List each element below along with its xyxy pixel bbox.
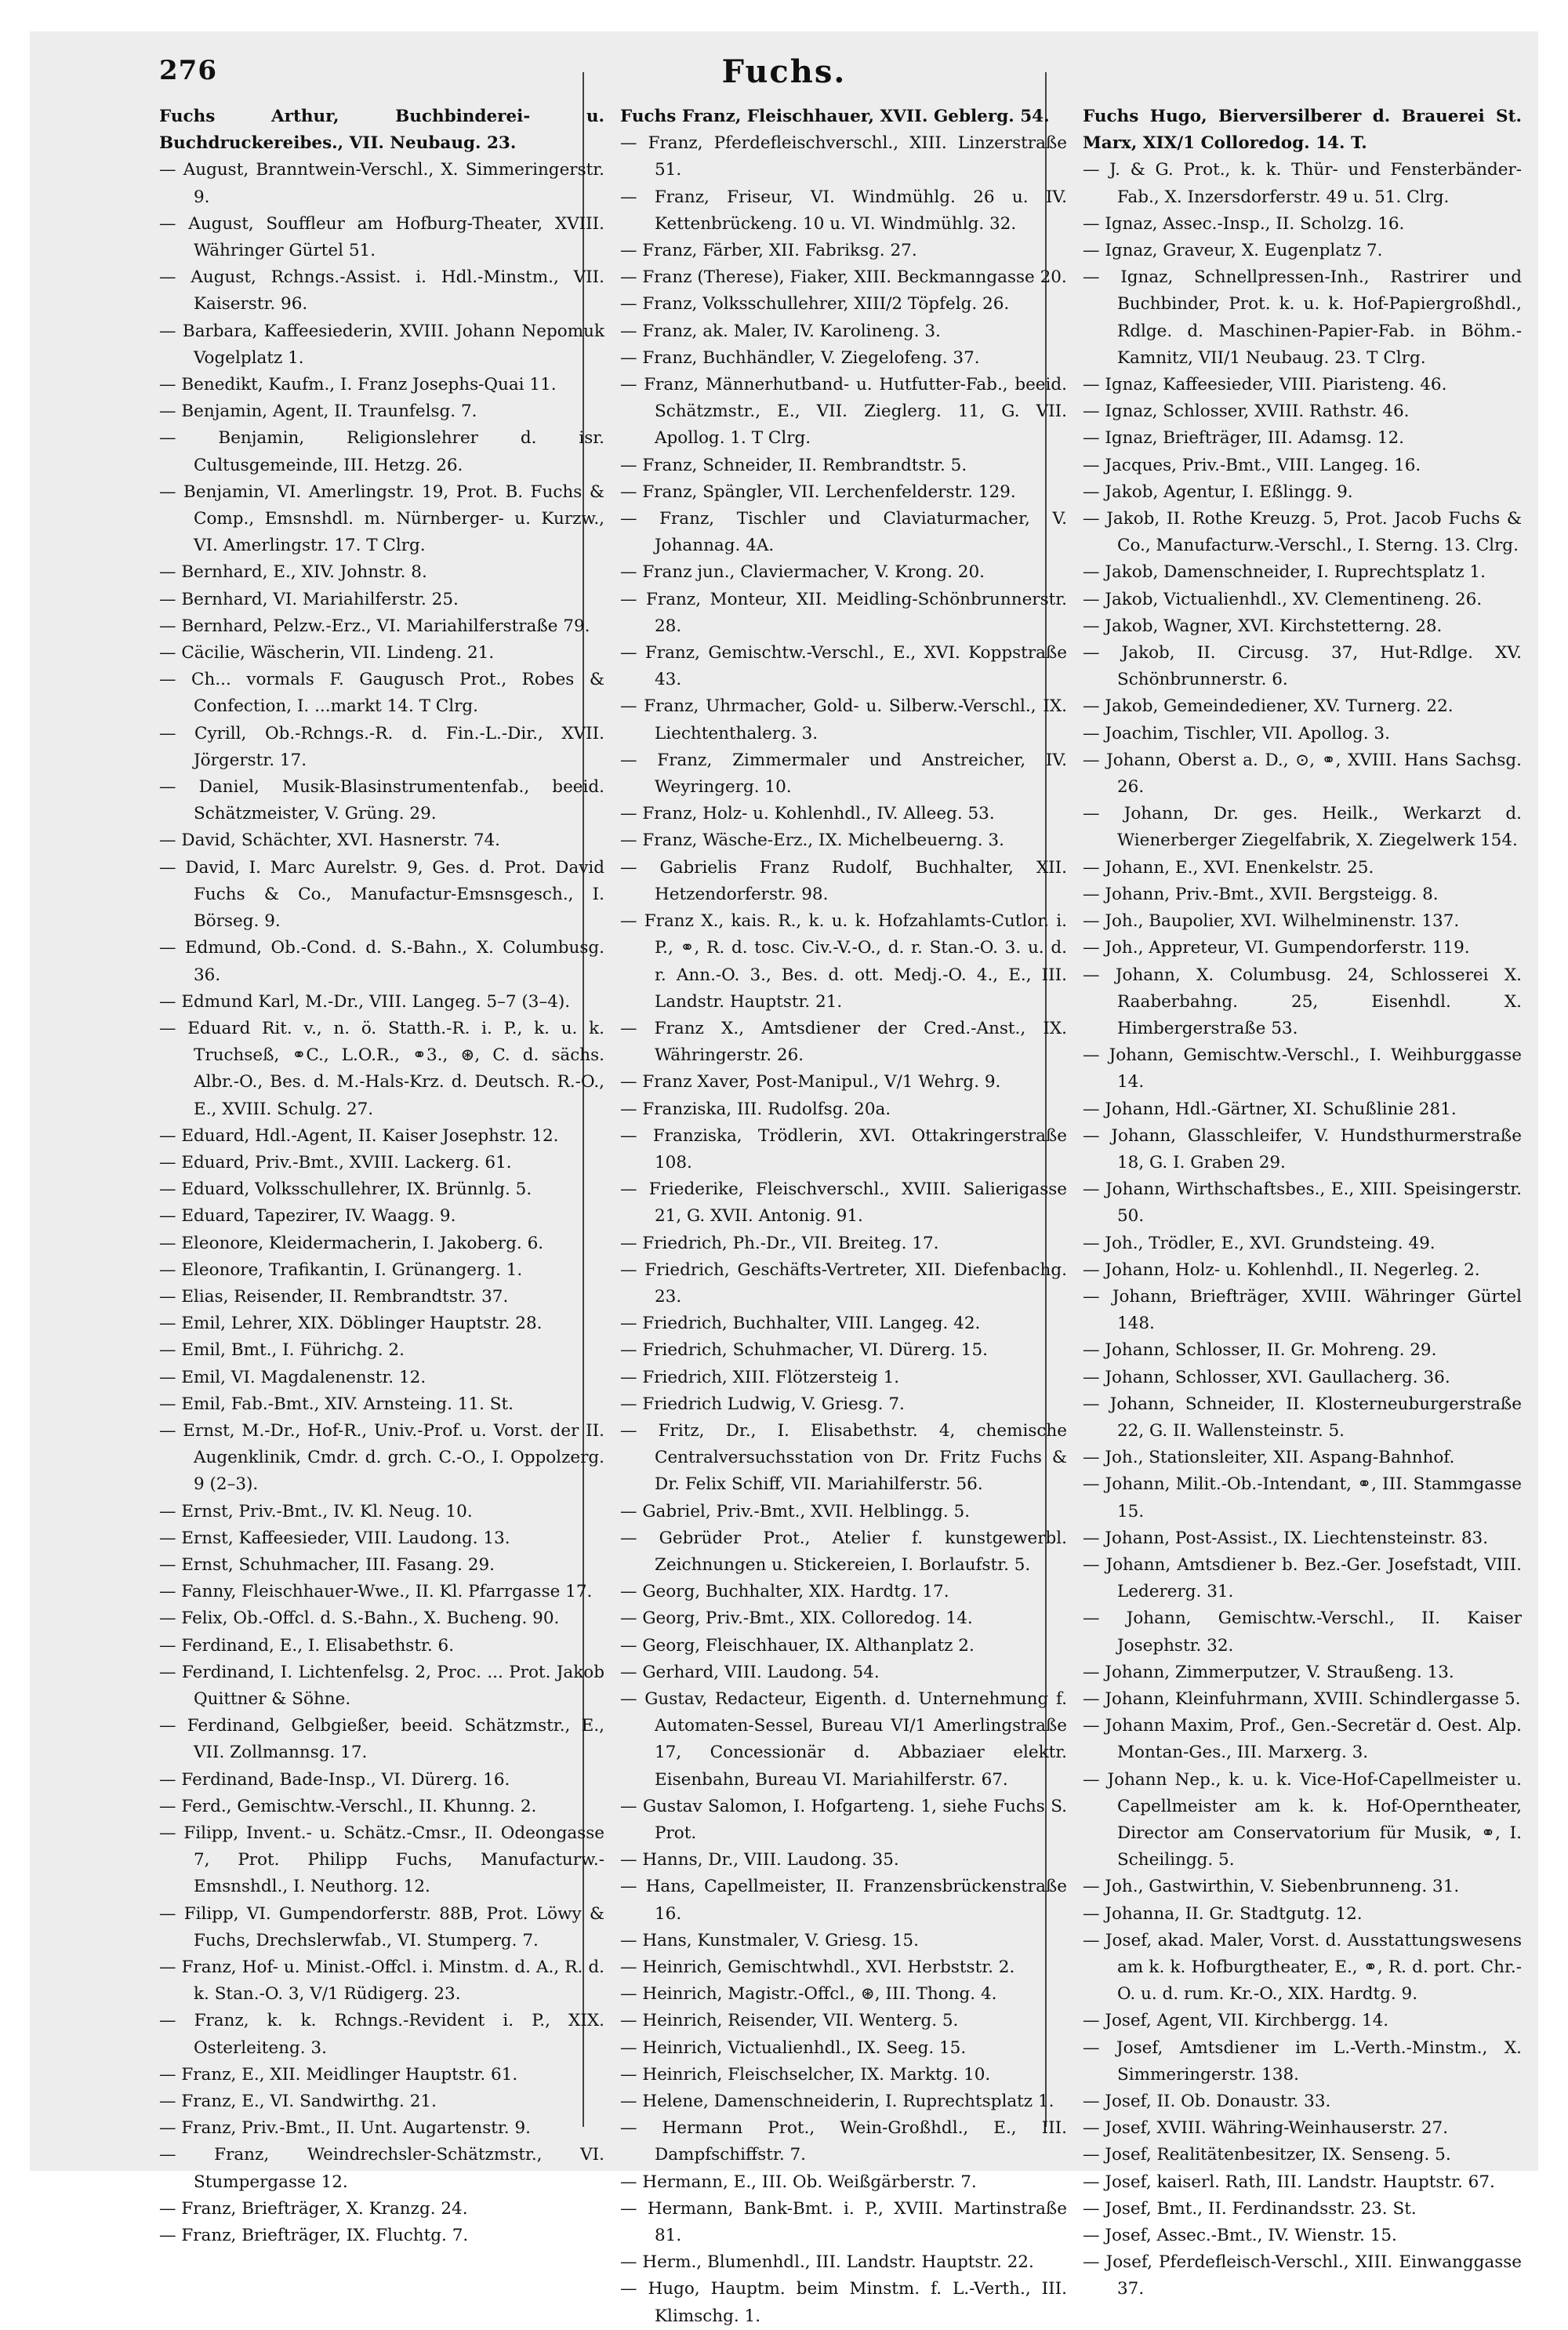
directory-entry: — Eleonore, Trafikantin, I. Grünangerg. 1. — [159, 1260, 523, 1280]
directory-entry: — Franz, Volksschullehrer, XIII/2 Töpfelg. 26. — [620, 294, 1010, 314]
directory-entry: — Johann, Oberst a. D., ⊙, ⚭, XVIII. Hans Sachsg. 26. — [1083, 750, 1522, 798]
directory-entry: — Friederike, Fleischverschl., XVIII. Salierigasse 21, G. XVII. Antonig. 91. — [620, 1180, 1067, 1227]
directory-entry: — August, Rchngs.-Assist. i. Hdl.-Minstm., VII. Kaiserstr. 96. — [159, 267, 604, 314]
directory-entry: — Jakob, Victualienhdl., XV. Clementineng. 26. — [1083, 589, 1483, 609]
directory-entry: — Ignaz, Kaffeesieder, VIII. Piaristeng. 46. — [1083, 375, 1447, 395]
directory-entry: — Johann Nep., k. u. k. Vice-Hof-Capellmeister u. Capellmeister am k. k. Hof-Operntheater, Director am Conservatorium für Musik, ⚭, I. Scheilingg. 5. — [1083, 1769, 1522, 1870]
directory-entry: — Benjamin, Agent, II. Traunfelsg. 7. — [159, 402, 477, 422]
directory-entry: — Ch... vormals F. Gaugusch Prot., Robes & Confection, I. ...markt 14. T Clrg. — [159, 670, 604, 717]
directory-entry: — Heinrich, Gemischtwhdl., XVI. Herbststr. 2. — [620, 1957, 1015, 1978]
directory-entry: — Georg, Buchhalter, XIX. Hardtg. 17. — [620, 1582, 949, 1602]
directory-entry: — Franz, Holz- u. Kohlenhdl., IV. Alleeg. 53. — [620, 804, 995, 824]
directory-entry: — Josef, XVIII. Währing-Weinhauserstr. 27. — [1083, 2118, 1449, 2139]
directory-entry: — Emil, VI. Magdalenenstr. 12. — [159, 1367, 426, 1387]
directory-entry: — Johann, Glasschleifer, V. Hundsthurmerstraße 18, G. I. Graben 29. — [1083, 1125, 1522, 1172]
directory-entry: — Ernst, M.-Dr., Hof-R., Univ.-Prof. u. Vorst. der II. Augenklinik, Cmdr. d. grch. C.-O., I. Oppolzerg. 9 (2–3). — [159, 1420, 604, 1495]
directory-entry: — Friedrich, XIII. Flötzersteig 1. — [620, 1367, 900, 1387]
directory-entry: — Ignaz, Schlosser, XVIII. Rathstr. 46. — [1083, 402, 1410, 422]
directory-entry: — Ferdinand, Bade-Insp., VI. Dürerg. 16. — [159, 1769, 510, 1790]
directory-entry: — Ferdinand, I. Lichtenfelsg. 2, Proc. ... Prot. Jakob Quittner & Söhne. — [159, 1662, 604, 1709]
directory-entry: — Gustav Salomon, I. Hofgarteng. 1, siehe Fuchs S. Prot. — [620, 1796, 1067, 1843]
directory-entry: — Emil, Fab.-Bmt., XIV. Arnsteing. 11. St. — [159, 1394, 514, 1414]
directory-entry: — Ernst, Kaffeesieder, VIII. Laudong. 13. — [159, 1528, 510, 1548]
directory-entry: — Johann, Milit.-Ob.-Intendant, ⚭, III. Stammgasse 15. — [1083, 1474, 1522, 1521]
directory-entry: — Eleonore, Kleidermacherin, I. Jakoberg. 6. — [159, 1233, 544, 1253]
directory-entry: — Friedrich, Schuhmacher, VI. Dürerg. 15. — [620, 1340, 988, 1361]
directory-entry: — Jakob, Agentur, I. Eßlingg. 9. — [1083, 482, 1353, 502]
directory-entry: — Filipp, Invent.- u. Schätz.-Cmsr., II. Odeongasse 7, Prot. Philipp Fuchs, Manufacturw.-Emsnshdl., I. Neuthorg. 12. — [159, 1823, 604, 1897]
directory-entry: — Hans, Capellmeister, II. Franzensbrückenstraße 16. — [620, 1877, 1067, 1924]
directory-entry: — Joh., Gastwirthin, V. Siebenbrunneng. 31. — [1083, 1877, 1460, 1897]
directory-entry: — Gerhard, VIII. Laudong. 54. — [620, 1662, 880, 1682]
directory-entry: — Ignaz, Graveur, X. Eugenplatz 7. — [1083, 241, 1383, 261]
directory-entry: — Friedrich, Buchhalter, VIII. Langeg. 42. — [620, 1314, 981, 1334]
directory-entry: — Eduard, Volksschullehrer, IX. Brünnlg. 5. — [159, 1180, 532, 1200]
directory-entry: — Felix, Ob.-Offcl. d. S.-Bahn., X. Bucheng. 90. — [159, 1608, 560, 1629]
directory-entry: — Eduard, Tapezirer, IV. Waagg. 9. — [159, 1206, 456, 1227]
directory-entry: — Franz, Uhrmacher, Gold- u. Silberw.-Verschl., IX. Liechtenthalerg. 3. — [620, 696, 1067, 743]
directory-entry: — Bernhard, Pelzw.-Erz., VI. Mariahilferstraße 79. — [159, 616, 590, 636]
directory-entry: — Hugo, Hauptm. beim Minstm. f. L.-Verth., III. Klimschg. 1. — [620, 2279, 1067, 2326]
directory-entry: — Emil, Lehrer, XIX. Döblinger Hauptstr. 28. — [159, 1314, 543, 1334]
directory-entry: — Johann, X. Columbusg. 24, Schlosserei X. Raaberbahng. 25, Eisenhdl. X. Himbergerstraße 53. — [1083, 965, 1522, 1038]
directory-entry: — Johann, Schneider, II. Klosterneuburgerstraße 22, G. II. Wallensteinstr. 5. — [1083, 1394, 1522, 1441]
directory-entry: — Franz jun., Claviermacher, V. Krong. 20. — [620, 562, 985, 583]
directory-entry: — Gebrüder Prot., Atelier f. kunstgewerbl. Zeichnungen u. Stickereien, I. Borlaufstr. 5. — [620, 1528, 1067, 1575]
directory-entry: — Fanny, Fleischhauer-Wwe., II. Kl. Pfarrgasse 17. — [159, 1582, 593, 1602]
page-number: 276 — [159, 55, 217, 86]
directory-entry: — Jacques, Priv.-Bmt., VIII. Langeg. 16. — [1083, 455, 1421, 475]
page-header — [30, 31, 1538, 102]
directory-entry: — Bernhard, VI. Mariahilferstr. 25. — [159, 589, 459, 609]
directory-entry: — Ferd., Gemischtw.-Verschl., II. Khunng. 2. — [159, 1796, 537, 1816]
directory-entry: — Johann, Dr. ges. Heilk., Werkarzt d. Wienerberger Ziegelfabrik, X. Ziegelwerk 154. — [1083, 804, 1522, 851]
directory-columns — [159, 104, 1522, 2326]
directory-entry: — Fritz, Dr., I. Elisabethstr. 4, chemische Centralversuchsstation von Dr. Fritz Fuchs & Dr. Felix Schiff, VII. Mariahilferstr. 56. — [620, 1420, 1067, 1495]
directory-entry: — Cyrill, Ob.-Rchngs.-R. d. Fin.-L.-Dir., XVII. Jörgerstr. 17. — [159, 723, 604, 770]
directory-entry: — Josef, Agent, VII. Kirchbergg. 14. — [1083, 2011, 1389, 2031]
directory-entry: — Josef, Pferdefleisch-Verschl., XIII. Einwanggasse 37. — [1083, 2252, 1522, 2299]
directory-entry: — Bernhard, E., XIV. Johnstr. 8. — [159, 562, 427, 583]
directory-entry: — Johann, Kleinfuhrmann, XVIII. Schindlergasse 5. — [1083, 1688, 1521, 1709]
directory-entry: — Franz, Wäsche-Erz., IX. Michelbeuerng. 3. — [620, 831, 1004, 851]
directory-entry: — Filipp, VI. Gumpendorferstr. 88B, Prot. Löwy & Fuchs, Drechslerwfab., VI. Stumperg. 7. — [159, 1903, 604, 1950]
directory-entry: — Gustav, Redacteur, Eigenth. d. Unternehmung f. Automaten-Sessel, Bureau VI/1 Amerlingstraße 17, Concessionär d. Abbaziaer elektr. Eisenbahn, Bureau VI. Mariahilferstr. 67. — [620, 1688, 1067, 1790]
directory-entry: — Johann, Gemischtw.-Verschl., II. Kaiser Josephstr. 32. — [1083, 1608, 1522, 1656]
directory-entry: — Daniel, Musik-Blasinstrumentenfab., beeid. Schätzmeister, V. Grüng. 29. — [159, 777, 604, 824]
directory-entry: — Franz, Spängler, VII. Lerchenfelderstr. 129. — [620, 482, 1016, 502]
directory-entry: — Georg, Priv.-Bmt., XIX. Colloredog. 14. — [620, 1608, 973, 1629]
directory-entry: — Hermann Prot., Wein-Großhdl., E., III. Dampfschiffstr. 7. — [620, 2118, 1067, 2165]
directory-entry: — Johann, Holz- u. Kohlenhdl., II. Negerleg. 2. — [1083, 1260, 1480, 1280]
directory-entry: — Hermann, Bank-Bmt. i. P., XVIII. Martinstraße 81. — [620, 2198, 1067, 2246]
directory-entry: — Emil, Bmt., I. Führichg. 2. — [159, 1340, 405, 1361]
directory-entry: — Franz, Hof- u. Minist.-Offcl. i. Minstm. d. A., R. d. k. Stan.-O. 3, V/1 Rüdigerg. 23. — [159, 1957, 604, 2005]
directory-entry: — Ferdinand, Gelbgießer, beeid. Schätzmstr., E., VII. Zollmannsg. 17. — [159, 1716, 604, 1763]
directory-entry: — Cäcilie, Wäscherin, VII. Lindeng. 21. — [159, 643, 495, 663]
directory-entry: — Ferdinand, E., I. Elisabethstr. 6. — [159, 1635, 455, 1656]
directory-entry: — Johann, Amtsdiener b. Bez.-Ger. Josefstadt, VIII. Ledererg. 31. — [1083, 1554, 1522, 1602]
directory-entry: — Friedrich, Geschäfts-Vertreter, XII. Diefenbachg. 23. — [620, 1260, 1067, 1307]
directory-entry: — Joh., Stationsleiter, XII. Aspang-Bahnhof. — [1083, 1448, 1455, 1468]
directory-entry: — Ignaz, Briefträger, III. Adamsg. 12. — [1083, 428, 1404, 449]
directory-entry: — Franz X., kais. R., k. u. k. Hofzahlamts-Cutlor. i. P., ⚭, R. d. tosc. Civ.-V.-O., d. r. Stan.-O. 3. u. d. r. Ann.-O. 3., Bes. d. ott. Medj.-O. 4., E., III. Landstr. Hauptstr. 21. — [620, 911, 1067, 1012]
directory-entry: — Franz, Priv.-Bmt., II. Unt. Augartenstr. 9. — [159, 2118, 531, 2139]
directory-entry: — Joachim, Tischler, VII. Apollog. 3. — [1083, 723, 1390, 743]
directory-entry: — David, I. Marc Aurelstr. 9, Ges. d. Prot. David Fuchs & Co., Manufactur-Emsnsgesch., I. Börseg. 9. — [159, 857, 604, 932]
directory-entry: — Jakob, Gemeindediener, XV. Turnerg. 22. — [1083, 696, 1454, 717]
directory-entry: — Franziska, III. Rudolfsg. 20a. — [620, 1099, 891, 1119]
column-3 — [1083, 104, 1522, 2299]
directory-entry: — Franz, k. k. Rchngs.-Revident i. P., XIX. Osterleiteng. 3. — [159, 2011, 604, 2058]
directory-entry: — Johann, E., XVI. Enenkelstr. 25. — [1083, 857, 1374, 878]
column-2 — [620, 104, 1067, 2326]
directory-entry: — Josef, Realitätenbesitzer, IX. Senseng. 5. — [1083, 2145, 1451, 2165]
directory-entry: — Heinrich, Reisender, VII. Wenterg. 5. — [620, 2011, 959, 2031]
directory-entry: — Johann, Schlosser, II. Gr. Mohreng. 29. — [1083, 1340, 1437, 1361]
directory-entry: — Josef, Assec.-Bmt., IV. Wienstr. 15. — [1083, 2226, 1397, 2246]
directory-entry-lead: Fuchs Franz, Fleischhauer, XVII. Geblerg. 54. — [620, 107, 1050, 126]
directory-entry: — Jakob, II. Rothe Kreuzg. 5, Prot. Jacob Fuchs & Co., Manufacturw.-Verschl., I. Sterng. 13. Clrg. — [1083, 509, 1522, 556]
directory-entry: — Jakob, II. Circusg. 37, Hut-Rdlge. XV. Schönbrunnerstr. 6. — [1083, 643, 1522, 690]
directory-entry: — Gabrielis Franz Rudolf, Buchhalter, XII. Hetzendorferstr. 98. — [620, 857, 1067, 904]
directory-entry: — Eduard Rit. v., n. ö. Statth.-R. i. P., k. u. k. Truchseß, ⚭C., L.O.R., ⚭3., ⊛, C. d. sächs. Albr.-O., Bes. d. M.-Hals-Krz. d. Deutsch. R.-O., E., XVIII. Schulg. 27. — [159, 1018, 604, 1119]
directory-entry: — Joh., Baupolier, XVI. Wilhelminenstr. 137. — [1083, 911, 1460, 932]
directory-entry: — Friedrich, Ph.-Dr., VII. Breiteg. 17. — [620, 1233, 939, 1253]
directory-entry: — Johann, Briefträger, XVIII. Währinger Gürtel 148. — [1083, 1286, 1522, 1334]
directory-entry: — Gabriel, Priv.-Bmt., XVII. Helblingg. 5. — [620, 1501, 971, 1521]
directory-entry: — August, Branntwein-Verschl., X. Simmeringerstr. 9. — [159, 160, 604, 207]
directory-entry: — Ernst, Schuhmacher, III. Fasang. 29. — [159, 1554, 495, 1575]
directory-entry: — J. & G. Prot., k. k. Thür- und Fensterbänder-Fab., X. Inzersdorferstr. 49 u. 51. Clrg. — [1083, 160, 1522, 207]
directory-entry: — Franz, Gemischtw.-Verschl., E., XVI. Koppstraße 43. — [620, 643, 1067, 690]
directory-entry: — Edmund, Ob.-Cond. d. S.-Bahn., X. Columbusg. 36. — [159, 938, 604, 985]
directory-entry-lead: Fuchs Hugo, Bierversilberer d. Brauerei St. Marx, XIX/1 Colloredog. 14. T. — [1083, 107, 1522, 154]
directory-entry: — Franz, Tischler und Claviaturmacher, V. Johannag. 4A. — [620, 509, 1067, 556]
directory-entry: — Johann, Wirthschaftsbes., E., XIII. Speisingerstr. 50. — [1083, 1180, 1522, 1227]
directory-entry: — Johann, Hdl.-Gärtner, XI. Schußlinie 281. — [1083, 1099, 1457, 1119]
directory-entry: — Josef, II. Ob. Donaustr. 33. — [1083, 2092, 1331, 2112]
directory-entry: — Franz, Monteur, XII. Meidling-Schönbrunnerstr. 28. — [620, 589, 1067, 636]
directory-entry: — Franz, Briefträger, IX. Fluchtg. 7. — [159, 2226, 469, 2246]
directory-entry: — Johann, Post-Assist., IX. Liechtensteinstr. 83. — [1083, 1528, 1489, 1548]
directory-entry: — Franz, Briefträger, X. Kranzg. 24. — [159, 2198, 468, 2219]
directory-entry: — Franz X., Amtsdiener der Cred.-Anst., IX. Währingerstr. 26. — [620, 1018, 1067, 1066]
directory-entry: — Ignaz, Schnellpressen-Inh., Rastrirer und Buchbinder, Prot. k. u. k. Hof-Papiergroßhdl., Rdlge. d. Maschinen-Papier-Fab. in Böhm.-Kamnitz, VII/1 Neubaug. 23. T Clrg. — [1083, 267, 1522, 368]
directory-entry: — Eduard, Priv.-Bmt., XVIII. Lackerg. 61. — [159, 1152, 512, 1172]
directory-entry: — Heinrich, Fleischselcher, IX. Marktg. 10. — [620, 2064, 991, 2085]
directory-entry: — Johann, Gemischtw.-Verschl., I. Weihburggasse 14. — [1083, 1045, 1522, 1092]
directory-entry-lead: Fuchs Arthur, Buchbinderei- u. Buchdruckereibes., VII. Neubaug. 23. — [159, 107, 604, 154]
page-title: Fuchs. — [721, 53, 847, 90]
directory-entry: — Franz, Schneider, II. Rembrandtstr. 5. — [620, 455, 967, 475]
directory-entry: — Franziska, Trödlerin, XVI. Ottakringerstraße 108. — [620, 1125, 1067, 1172]
directory-entry: — Franz, Buchhändler, V. Ziegelofeng. 37. — [620, 347, 980, 368]
directory-entry: — Joh., Trödler, E., XVI. Grundsteing. 49. — [1083, 1233, 1436, 1253]
directory-entry: — Benjamin, Religionslehrer d. isr. Cultusgemeinde, III. Hetzg. 26. — [159, 428, 604, 475]
directory-entry: — Franz, Pferdefleischverschl., XIII. Linzerstraße 51. — [620, 133, 1067, 180]
directory-entry: — David, Schächter, XVI. Hasnerstr. 74. — [159, 831, 501, 851]
directory-entry: — Franz, E., XII. Meidlinger Hauptstr. 61. — [159, 2064, 518, 2085]
directory-entry: — Franz, ak. Maler, IV. Karolineng. 3. — [620, 321, 941, 341]
directory-entry: — Johann, Priv.-Bmt., XVII. Bergsteigg. 8. — [1083, 884, 1439, 904]
directory-entry: — Josef, Bmt., II. Ferdinandsstr. 23. St. — [1083, 2198, 1417, 2219]
directory-entry: — Ignaz, Assec.-Insp., II. Scholzg. 16. — [1083, 213, 1405, 234]
directory-entry: — Johann Maxim, Prof., Gen.-Secretär d. Oest. Alp. Montan-Ges., III. Marxerg. 3. — [1083, 1716, 1522, 1763]
directory-entry: — Helene, Damenschneiderin, I. Ruprechtsplatz 1. — [620, 2092, 1054, 2112]
directory-entry: — Heinrich, Victualienhdl., IX. Seeg. 15. — [620, 2037, 967, 2058]
directory-entry: — Friedrich Ludwig, V. Griesg. 7. — [620, 1394, 905, 1414]
directory-entry: — Hans, Kunstmaler, V. Griesg. 15. — [620, 1930, 919, 1950]
directory-entry: — Franz, Färber, XII. Fabriksg. 27. — [620, 241, 917, 261]
directory-entry: — Georg, Fleischhauer, IX. Althanplatz 2. — [620, 1635, 975, 1656]
directory-entry: — Johann, Zimmerputzer, V. Straußeng. 13. — [1083, 1662, 1454, 1682]
directory-entry: — Jakob, Wagner, XVI. Kirchstetterng. 28. — [1083, 616, 1443, 636]
directory-entry: — Benedikt, Kaufm., I. Franz Josephs-Quai 11. — [159, 375, 557, 395]
directory-entry: — Josef, akad. Maler, Vorst. d. Ausstattungswesens am k. k. Hofburgtheater, E., ⚭, R. d. port. Chr.-O. u. d. rum. Kr.-O., XIX. Hardtg. 9. — [1083, 1930, 1522, 2005]
directory-entry: — Franz, Weindrechsler-Schätzmstr., VI. Stumpergasse 12. — [159, 2145, 604, 2192]
directory-entry: — Franz, Zimmermaler und Anstreicher, IV. Weyringerg. 10. — [620, 750, 1067, 798]
directory-entry: — Ernst, Priv.-Bmt., IV. Kl. Neug. 10. — [159, 1501, 473, 1521]
directory-entry: — Hermann, E., III. Ob. Weißgärberstr. 7. — [620, 2172, 977, 2192]
directory-entry: — Josef, kaiserl. Rath, III. Landstr. Hauptstr. 67. — [1083, 2172, 1495, 2192]
directory-entry: — Joh., Appreteur, VI. Gumpendorferstr. 119. — [1083, 938, 1470, 958]
directory-entry: — Eduard, Hdl.-Agent, II. Kaiser Josephstr. 12. — [159, 1125, 559, 1146]
directory-entry: — Franz, E., VI. Sandwirthg. 21. — [159, 2092, 437, 2112]
directory-entry: — Barbara, Kaffeesiederin, XVIII. Johann Nepomuk Vogelplatz 1. — [159, 321, 604, 368]
directory-entry: — Franz (Therese), Fiaker, XIII. Beckmanngasse 20. — [620, 267, 1067, 288]
directory-entry: — Herm., Blumenhdl., III. Landstr. Hauptstr. 22. — [620, 2252, 1034, 2273]
directory-entry: — Edmund Karl, M.-Dr., VIII. Langeg. 5–7 (3–4). — [159, 991, 571, 1012]
directory-entry: — Benjamin, VI. Amerlingstr. 19, Prot. B. Fuchs & Comp., Emsnshdl. m. Nürnberger- u. Kurzw., VI. Amerlingstr. 17. T Clrg. — [159, 482, 604, 556]
directory-entry: — Heinrich, Magistr.-Offcl., ⊛, III. Thong. 4. — [620, 1984, 997, 2005]
directory-entry: — Elias, Reisender, II. Rembrandtstr. 37. — [159, 1286, 509, 1307]
directory-entry: — Hanns, Dr., VIII. Laudong. 35. — [620, 1850, 899, 1870]
directory-entry: — Franz Xaver, Post-Manipul., V/1 Wehrg. 9. — [620, 1072, 1001, 1092]
directory-entry: — Franz, Männerhutband- u. Hutfutter-Fab., beeid. Schätzmstr., E., VII. Zieglerg. 11, G. VII. Apollog. 1. T Clrg. — [620, 375, 1067, 449]
directory-entry: — Johanna, II. Gr. Stadtgutg. 12. — [1083, 1903, 1363, 1924]
directory-entry: — Franz, Friseur, VI. Windmühlg. 26 u. IV. Kettenbrückeng. 10 u. VI. Windmühlg. 32. — [620, 187, 1067, 234]
column-1 — [159, 104, 604, 2246]
directory-entry: — Josef, Amtsdiener im L.-Verth.-Minstm., X. Simmeringerstr. 138. — [1083, 2037, 1522, 2085]
directory-entry: — Johann, Schlosser, XVI. Gaullacherg. 36. — [1083, 1367, 1450, 1387]
directory-entry: — Jakob, Damenschneider, I. Ruprechtsplatz 1. — [1083, 562, 1486, 583]
directory-entry: — August, Souffleur am Hofburg-Theater, XVIII. Währinger Gürtel 51. — [159, 213, 604, 261]
